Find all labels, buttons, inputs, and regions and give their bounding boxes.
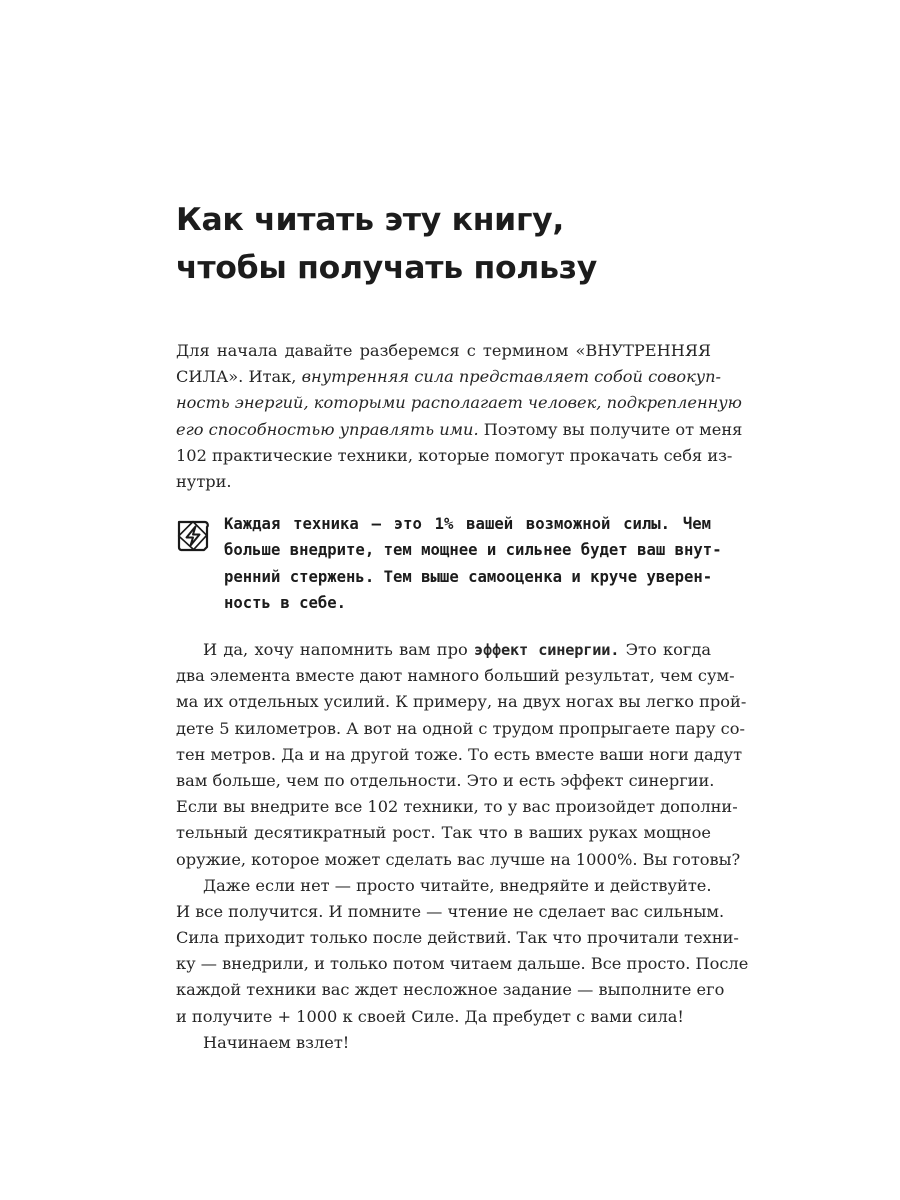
body-line: ку — внедрили, и только потом читаем дальше. Все просто. После — [176, 954, 749, 974]
intro-line: 102 практические техники, которые помогут прокачать себя из- — [176, 445, 733, 465]
body-line: оружие, которое может сделать вас лучше на 1000%. Вы готовы? — [176, 849, 741, 869]
body-paragraph — [176, 637, 749, 1056]
intro-line: Для начала давайте разберемся с термином «ВНУТРЕННЯЯ — [176, 341, 711, 360]
callout-line: ность в себе. — [224, 594, 347, 613]
intro-text: Поэтому вы получите от меня — [478, 419, 743, 439]
body-line: Даже если нет — просто читайте, внедряйте и действуйте. — [203, 875, 712, 895]
key-point-callout — [224, 511, 722, 617]
body-line — [176, 637, 711, 663]
intro-definition: его способностью управлять ими. — [176, 419, 479, 439]
body-line: и получите + 1000 к своей Силе. Да пребудет с вами сила! — [176, 1006, 684, 1026]
callout-line: больше внедрите, тем мощнее и сильнее будет ваш внут- — [224, 541, 722, 560]
body-line: Если вы внедрите все 102 техники, то у вас произойдет дополни- — [176, 797, 738, 817]
intro-line: ность энергий, которыми располагает человек, подкрепленную — [176, 393, 742, 413]
body-line: каждой техники вас ждет несложное задание — выполните его — [176, 980, 725, 1000]
body-text: И да, хочу напомнить вам про — [203, 640, 474, 659]
body-line: И все получится. И помните — чтение не сделает вас сильным. — [176, 901, 725, 921]
synergy-term: эффект синергии. — [474, 641, 620, 659]
heading-line-2: чтобы получать пользу — [176, 250, 597, 286]
chapter-heading — [176, 196, 736, 292]
body-text: Это когда — [619, 640, 711, 659]
body-line: ма их отдельных усилий. К примеру, на двух ногах вы легко прой- — [176, 692, 747, 712]
lightning-bolt-icon — [173, 516, 213, 556]
intro-line — [176, 364, 722, 390]
body-line: Начинаем взлет! — [203, 1032, 350, 1052]
body-line: дете 5 километров. А вот на одной с трудом пропрыгаете пару со- — [176, 718, 745, 738]
intro-line — [176, 417, 743, 443]
intro-paragraph — [176, 338, 743, 495]
heading-line-1: Как читать эту книгу, — [176, 202, 565, 238]
body-line: тельный десятикратный рост. Так что в ваших руках мощное — [176, 823, 711, 843]
intro-definition: внутренняя сила представляет собой совокуп- — [301, 367, 722, 387]
callout-line: Каждая техника — это 1% вашей возможной силы. Чем — [224, 515, 711, 533]
callout-line: ренний стержень. Тем выше самооценка и круче уверен- — [224, 567, 713, 586]
body-line: тен метров. Да и на другой тоже. То есть вместе ваши ноги дадут — [176, 744, 743, 764]
body-line: Сила приходит только после действий. Так что прочитали техни- — [176, 928, 739, 948]
intro-line: нутри. — [176, 471, 232, 491]
body-line: вам больше, чем по отдельности. Это и есть эффект синергии. — [176, 770, 715, 790]
intro-text: СИЛА». Итак, — [176, 367, 302, 387]
body-line: два элемента вместе дают намного больший результат, чем сум- — [176, 666, 735, 686]
